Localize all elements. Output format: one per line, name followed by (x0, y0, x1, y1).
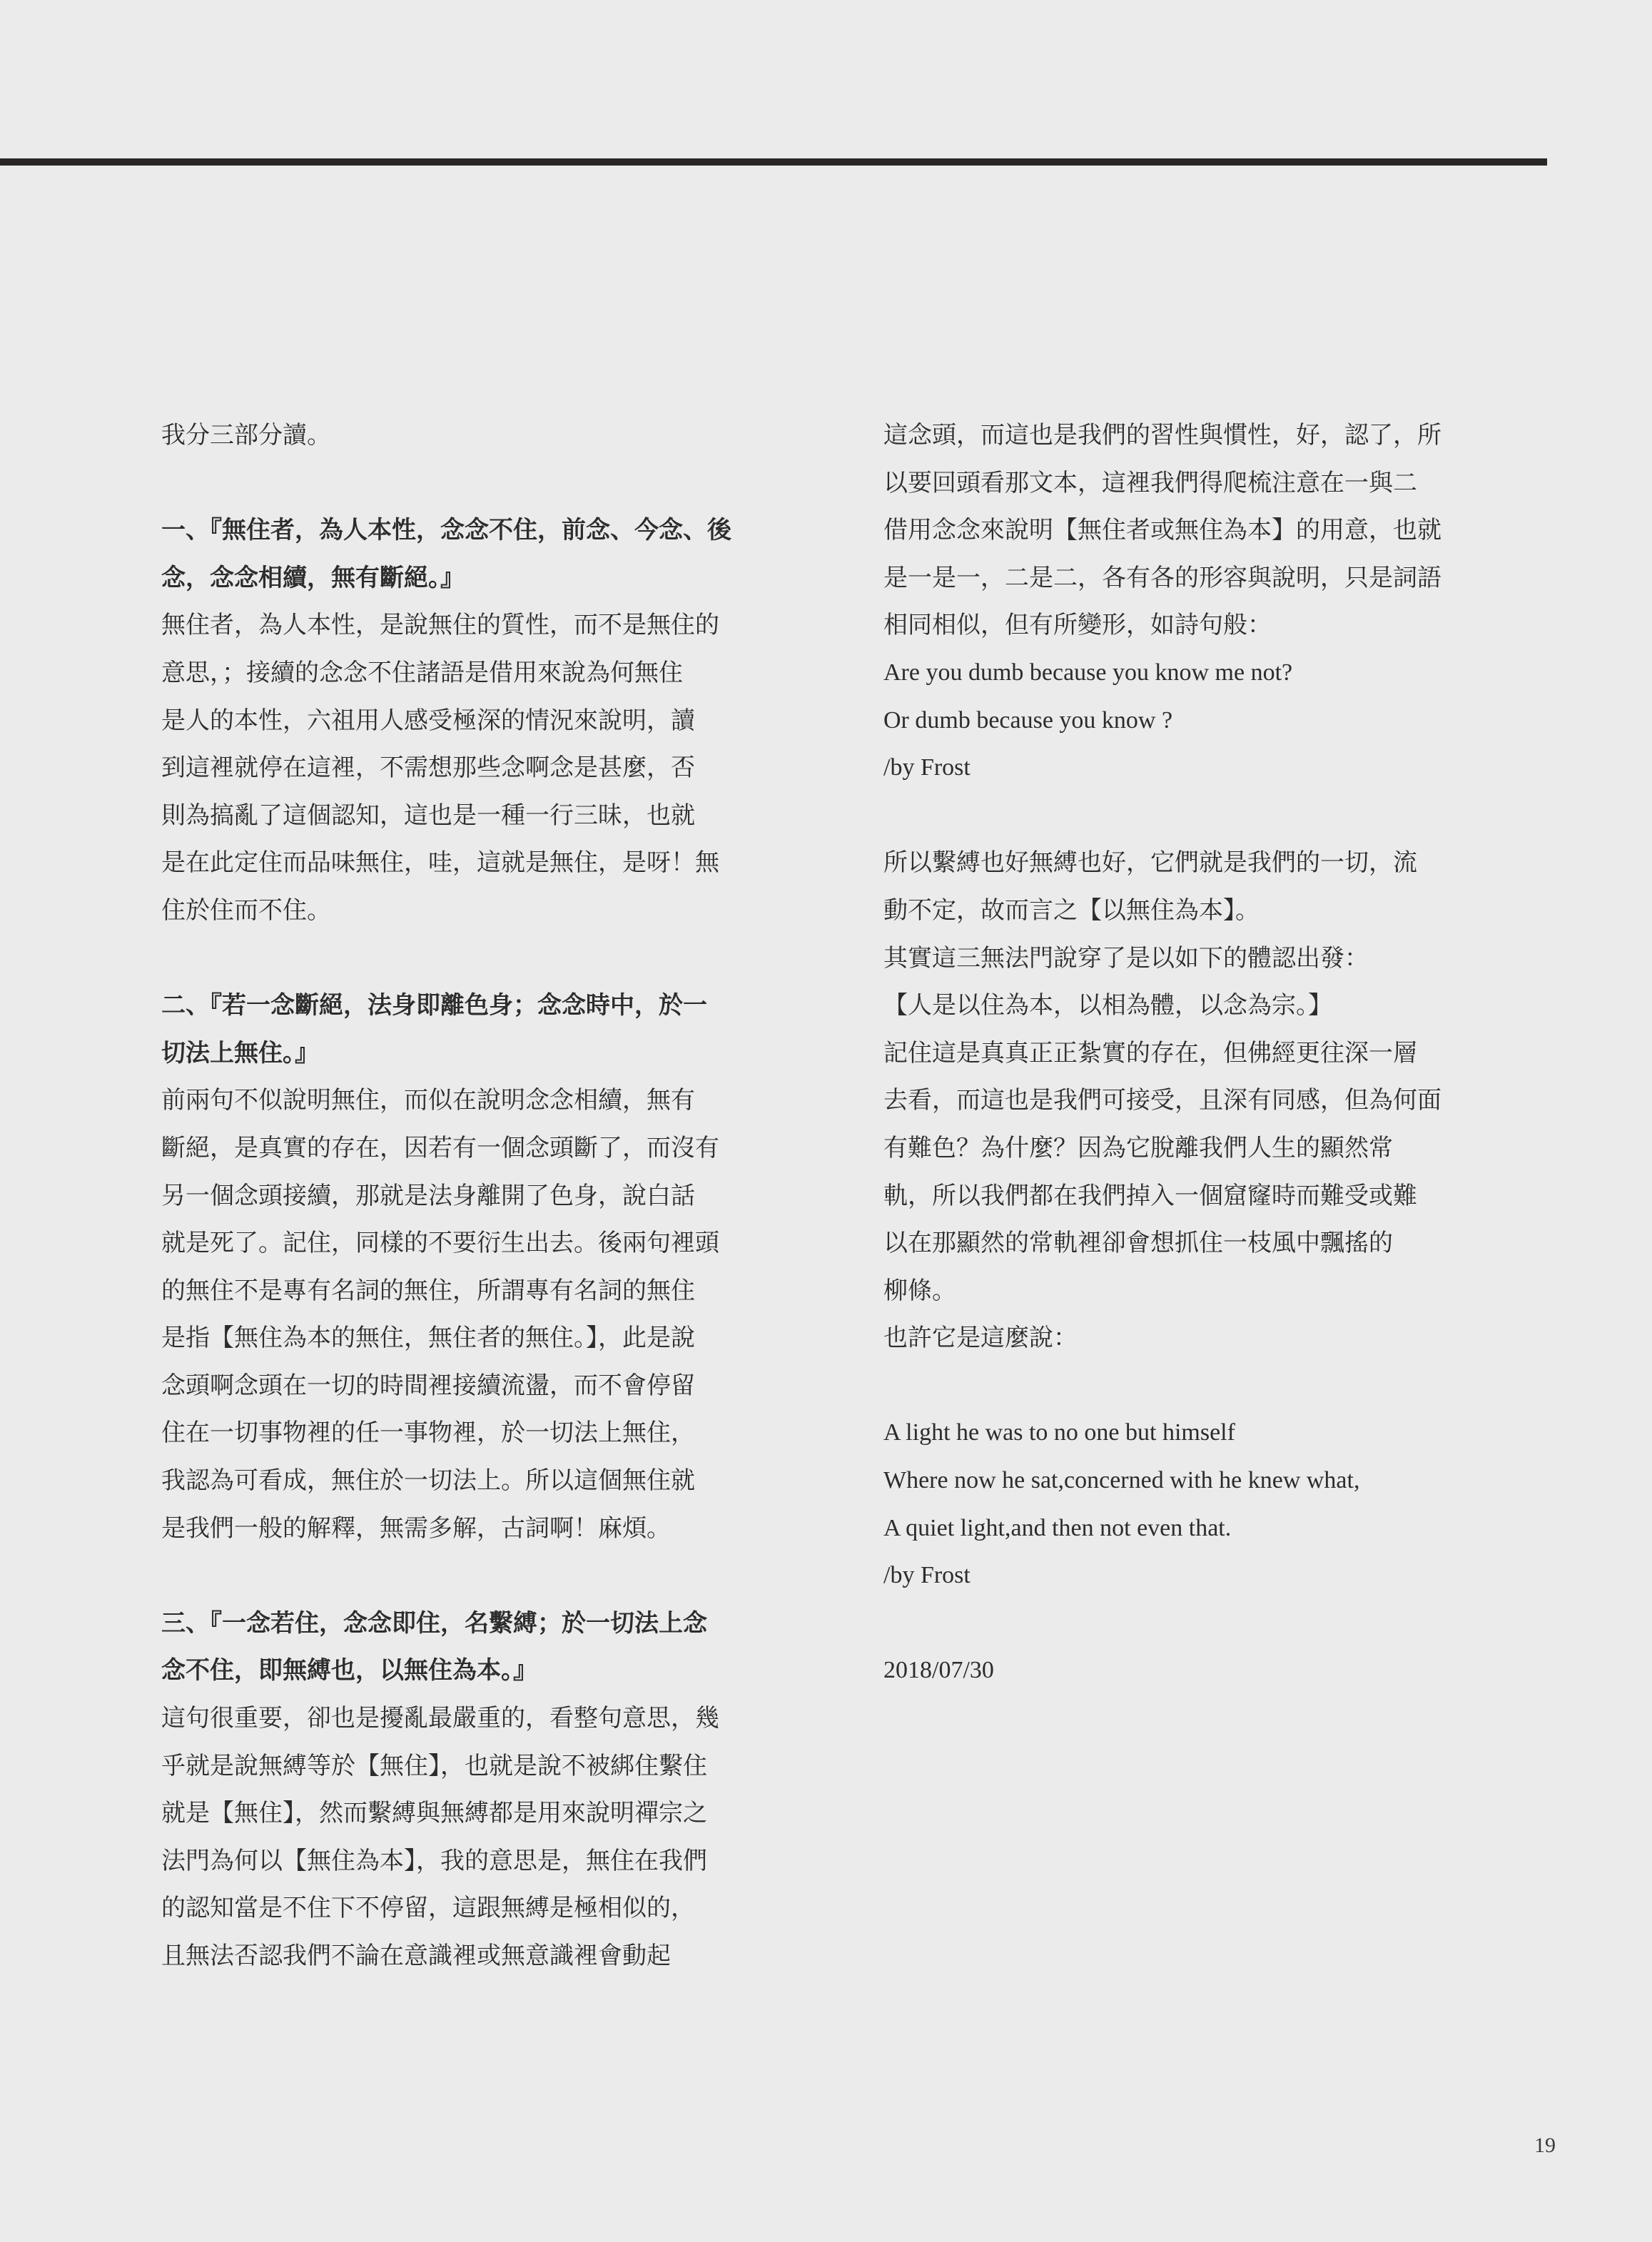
right-column (883, 412, 1497, 1695)
section2-body-line: 前兩句不似說明無住，而似在說明念念相續，無有 (161, 1086, 695, 1115)
section1-body-line: 是在此定住而品味無住，哇，這就是無住，是呀！無 (161, 848, 719, 878)
paragraph2-line: 動不定，故而言之【以無住為本】。 (883, 896, 1260, 925)
paragraph1-line: 相同相似，但有所變形，如詩句般： (883, 611, 1272, 640)
article-date: 2018/07/30 (883, 1657, 994, 1684)
page-number: 19 (1534, 2134, 1556, 2157)
paragraph1-line: 以要回頭看那文本，這裡我們得爬梳注意在一與二 (883, 468, 1417, 497)
paragraph2-line: 軌，所以我們都在我們掉入一個窟窿時而難受或難 (883, 1181, 1417, 1210)
section2-body-line: 念頭啊念頭在一切的時間裡接續流盪，而不會停留 (161, 1371, 695, 1400)
paragraph2-line: 以在那顯然的常軌裡卻會想抓住一枝風中飄搖的 (883, 1229, 1393, 1258)
paragraph2-line: 柳條。 (883, 1276, 956, 1305)
section1-heading-line: 念，念念相續，無有斷絕。』 (161, 563, 465, 592)
paragraph2-line: 也許它是這麼說： (883, 1324, 1078, 1353)
section3-heading-line: 念不住，即無縛也，以無住為本。』 (161, 1656, 537, 1685)
section1-body-line: 則為搞亂了這個認知，這也是一種一行三昧，也就 (161, 801, 695, 830)
paragraph2-line: 其實這三無法門說穿了是以如下的體認出發： (883, 943, 1369, 973)
section2-body-line: 另一個念頭接續，那就是法身離開了色身，說白話 (161, 1181, 695, 1210)
section3-body-line: 就是【無住】，然而繫縛與無縛都是用來說明禪宗之 (161, 1799, 707, 1828)
paragraph2-line: 有難色？為什麼？因為它脫離我們人生的顯然常 (883, 1133, 1393, 1162)
section2-body-line: 斷絕，是真實的存在，因若有一個念頭斷了，而沒有 (161, 1133, 719, 1162)
poem2-attribution: /by Frost (883, 1562, 971, 1589)
poem2-line: A quiet light,and then not even that. (883, 1514, 1232, 1541)
section2-heading-line: 二、『若一念斷絕，法身即離色身；念念時中，於一 (161, 991, 707, 1020)
section3-body-line: 這句很重要，卻也是擾亂最嚴重的，看整句意思，幾 (161, 1704, 719, 1733)
section3-body-line: 且無法否認我們不論在意識裡或無意識裡會動起 (161, 1942, 671, 1970)
paragraph2-line: 【人是以住為本，以相為體，以念為宗。】 (883, 991, 1332, 1020)
poem1-line: Or dumb because you know ? (883, 706, 1173, 734)
section3-body-line: 法門為何以【無住為本】，我的意思是，無住在我們 (161, 1846, 707, 1875)
paragraph-gap (883, 792, 1497, 840)
section2-body-line: 的無住不是專有名詞的無住，所謂專有名詞的無住 (161, 1276, 695, 1305)
paragraph2-line: 記住這是真真正正紮實的存在，但佛經更往深一層 (883, 1038, 1417, 1067)
poem1-line: Are you dumb because you know me not? (883, 659, 1293, 686)
section2-body-line: 住在一切事物裡的任一事物裡，於一切法上無住， (161, 1419, 695, 1448)
section3-heading-line: 三、『一念若住，念念即住，名繫縛；於一切法上念 (161, 1608, 707, 1638)
poem2-line: Where now he sat,concerned with he knew what, (883, 1467, 1360, 1494)
left-column (161, 412, 768, 1980)
paragraph-gap (161, 1552, 768, 1600)
section1-body-line: 到這裡就停在這裡，不需想那些念啊念是甚麼，否 (161, 754, 695, 783)
section1-heading-line: 一、『無住者，為人本性，念念不住，前念、今念、後 (161, 516, 731, 545)
section1-body-line: 住於住而不住。 (161, 896, 331, 925)
section3-body-line: 乎就是說無縛等於【無住】，也就是說不被綁住繫住 (161, 1751, 707, 1780)
section2-heading-line: 切法上無住。』 (161, 1038, 319, 1067)
paragraph2-line: 所以繫縛也好無縛也好，它們就是我們的一切，流 (883, 848, 1417, 878)
poem1-attribution: /by Frost (883, 754, 971, 781)
paragraph-gap (161, 460, 768, 507)
paragraph1-line: 是一是一，二是二，各有各的形容與說明，只是詞語 (883, 563, 1441, 592)
paragraph-gap (161, 935, 768, 983)
paragraph1-line: 借用念念來說明【無住者或無住為本】的用意，也就 (883, 516, 1441, 545)
section2-body-line: 我認為可看成，無住於一切法上。所以這個無住就 (161, 1466, 695, 1496)
paragraph-gap (883, 1600, 1497, 1648)
section1-body-line: 無住者，為人本性，是說無住的質性，而不是無住的 (161, 611, 719, 640)
paragraph-gap (883, 1362, 1497, 1410)
paragraph2-line: 去看，而這也是我們可接受，且深有同感，但為何面 (883, 1086, 1441, 1115)
intro-line: 我分三部分讀。 (161, 421, 331, 450)
paragraph1-line: 這念頭，而這也是我們的習性與慣性，好，認了，所 (883, 421, 1441, 450)
section2-body-line: 是指【無住為本的無住，無住者的無住。】，此是說 (161, 1324, 695, 1353)
section2-body-line: 是我們一般的解釋，無需多解，古詞啊！麻煩。 (161, 1513, 671, 1543)
section1-body-line: 意思，；接續的念念不住諸語是借用來說為何無住 (161, 658, 683, 687)
section1-body-line: 是人的本性，六祖用人感受極深的情況來說明，讀 (161, 706, 695, 735)
poem2-line: A light he was to no one but himself (883, 1419, 1235, 1446)
section3-body-line: 的認知當是不住下不停留，這跟無縛是極相似的， (161, 1894, 695, 1923)
section2-body-line: 就是死了。記住，同樣的不要衍生出去。後兩句裡頭 (161, 1229, 719, 1258)
top-rule (0, 158, 1547, 166)
